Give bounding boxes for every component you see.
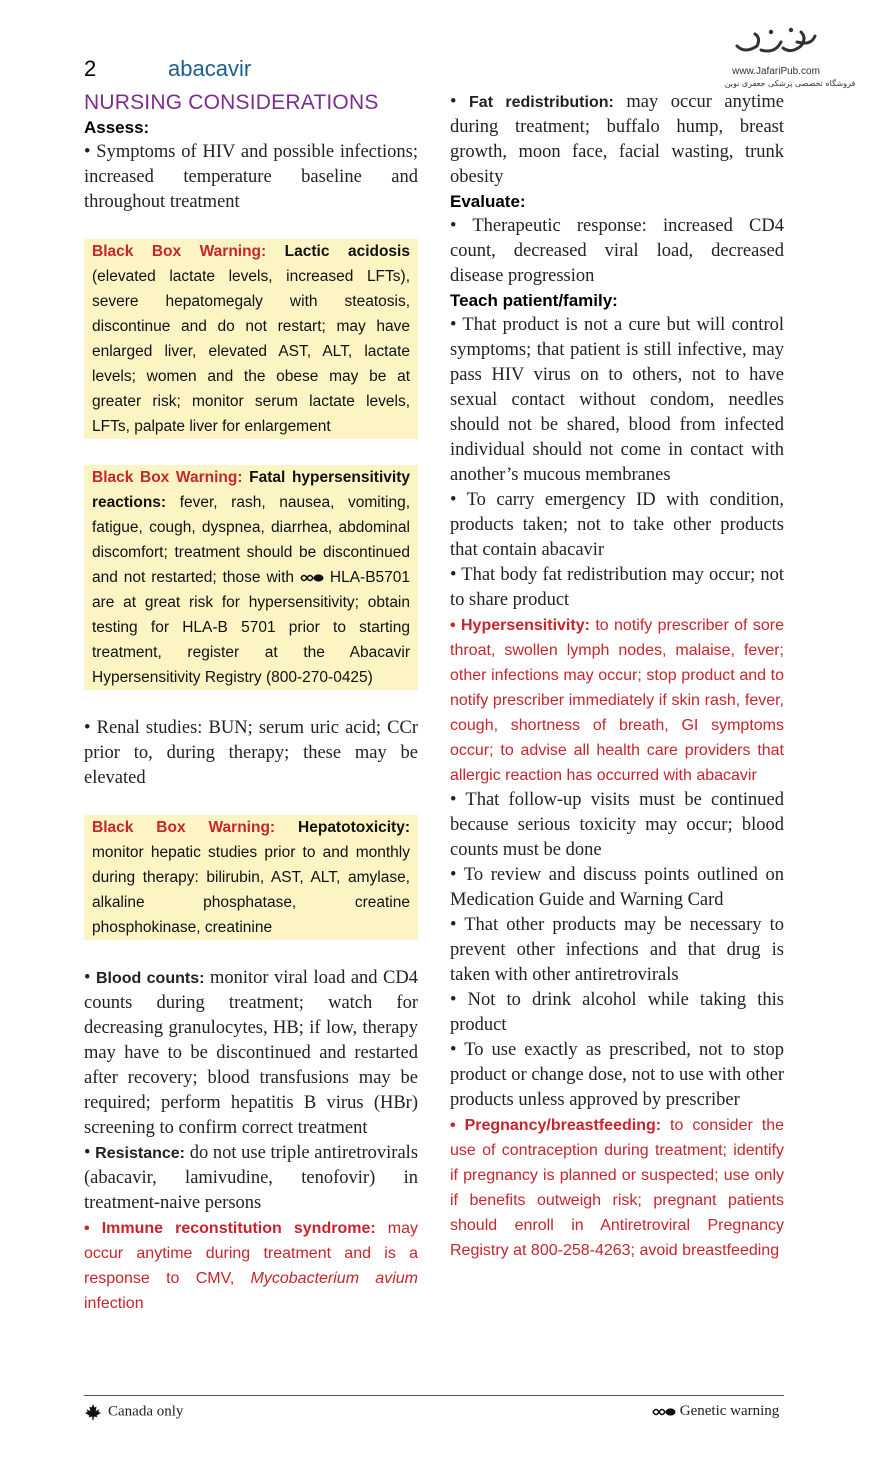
right-column: [450, 90, 784, 1263]
publisher-logo-icon: [731, 24, 821, 60]
teach-item: • To review and discuss points outlined on Medication Guide and Warning Card: [450, 865, 784, 910]
footer-divider: [84, 1395, 784, 1396]
warning-label: Black Box Warning:: [92, 819, 276, 836]
teach-item: • To use exactly as prescribed, not to stop product or change dose, not to use with other products unless approved by prescriber: [450, 1040, 784, 1110]
resistance-item: • Resistance: do not use triple antiretrovirals (abacavir, lamivudine, tenofovir) in treatment-naive persons: [84, 1143, 419, 1213]
pregnancy-text: to consider the use of contraception during treatment; identify if pregnancy is planned or suspected; use only if benefits outweigh risk; pregnant patients should enroll in Antiretroviral Pregnancy Registry at 800-258-4263; avoid breastfeeding: [450, 1117, 785, 1259]
immune-text: may occur anytime during treatment and is a response to CMV,: [84, 1220, 418, 1287]
warning-label: Black Box Warning:: [92, 469, 243, 486]
teach-heading: Teach patient/family:: [450, 291, 618, 310]
immune-label: Immune reconstitution syndrome:: [101, 1220, 376, 1237]
section-title: NURSING CONSIDERATIONS: [84, 91, 379, 114]
hypersensitivity-label: Hypersensitivity:: [460, 617, 590, 634]
left-column: [84, 90, 418, 1316]
pregnancy-item: • Pregnancy/breastfeeding: to consider the use of contraception during treatment; identify if pregnancy is planned or suspected; use only if benefits outweigh risk; pregnant patients should enroll in Antiretroviral Pregnancy Registry at 800-258-4263; avoid breastfeeding: [450, 1117, 785, 1259]
teach-item: • That product is not a cure but will control symptoms; that patient is still infective, may pass HIV virus on to others, not to have sexual contact without condom, needles should not be shared, blood from infected individual should not come in contact with another’s mucous membranes: [450, 315, 784, 485]
resistance-text: do not use triple antiretrovirals (abacavir, lamivudine, tenofovir) in treatment-naive persons: [84, 1143, 419, 1213]
footer-left-text: Canada only: [108, 1403, 184, 1420]
blood-counts-label: Blood counts:: [96, 970, 205, 987]
footer-right-text: Genetic warning: [679, 1403, 780, 1419]
teach-item: • That body fat redistribution may occur; not to share product: [450, 565, 784, 610]
fat-redistribution-item: • Fat redistribution: may occur anytime during treatment; buffalo hump, breast growth, moon face, facial wasting, trunk obesity: [450, 92, 785, 187]
blood-counts-text: monitor viral load and CD4 counts during treatment; watch for decreasing granulocytes, HB; if low, therapy may have to be discontinued and restarted after recovery; blood transfusions may be required; perform hepatitis B virus (HBr) screening to confirm correct treatment: [84, 968, 419, 1138]
genetic-warning-icon: [652, 1406, 676, 1418]
maple-leaf-icon: [84, 1403, 102, 1421]
warning-body: monitor hepatic studies prior to and monthly during therapy: bilirubin, AST, ALT, amylase, alkaline phosphatase, creatine phosphokinase, creatinine: [92, 844, 410, 936]
black-box-warning-hepatotoxicity: [84, 815, 418, 940]
teach-item: • That other products may be necessary to prevent other infections and that drug is taken with other antiretrovirals: [450, 915, 784, 985]
hiv-symptoms-item: • Symptoms of HIV and possible infections; increased temperature baseline and throughout treatment: [84, 142, 418, 212]
immune-reconstitution-item: • Immune reconstitution syndrome: may occur anytime during treatment and is a response to CMV, Mycobacterium avium infection: [84, 1220, 418, 1312]
warning-body-cont: HLA-B5701 are at great risk for hypersensitivity; obtain testing for HLA-B 5701 prior to starting treatment, register at the Abacavir Hypersensitivity Registry (800-270-0425): [92, 569, 411, 686]
publisher-url: www.JafariPub.com: [732, 66, 820, 77]
publisher-logo: [720, 24, 832, 66]
warning-heading: Lactic acidosis: [284, 243, 410, 260]
genetic-warning-icon: [300, 572, 324, 584]
warning-heading: Fatal hypersensitivity reactions:: [92, 469, 410, 511]
hypersensitivity-item: • Hypersensitivity: to notify prescriber of sore throat, swollen lymph nodes, malaise, fever; other infections may occur; stop product and to notify prescriber immediately if skin rash, fever, cough, shortness of breath, GI symptoms occur; to advise all health care providers that allergic reaction has occurred with abacavir: [450, 617, 785, 784]
evaluate-heading: Evaluate:: [450, 192, 526, 211]
teach-item: • Not to drink alcohol while taking this product: [450, 990, 784, 1035]
renal-studies-item: • Renal studies: BUN; serum uric acid; CCr prior to, during therapy; these may be elevated: [84, 718, 418, 788]
page-number: 2: [84, 56, 97, 81]
warning-heading: Hepatotoxicity:: [298, 819, 410, 836]
fat-label: Fat redistribution:: [469, 94, 614, 111]
fat-text: may occur anytime during treatment; buffalo hump, breast growth, moon face, facial wasting, trunk obesity: [450, 92, 785, 187]
resistance-label: Resistance:: [95, 1145, 185, 1162]
blood-counts-item: • Blood counts: monitor viral load and CD4 counts during treatment; watch for decreasing granulocytes, HB; if low, therapy may have to be discontinued and restarted after recovery; blood transfusions may be required; perform hepatitis B virus (HBr) screening to confirm correct treatment: [84, 968, 419, 1138]
warning-body: (elevated lactate levels, increased LFTs), severe hepatomegaly with steatosis, discontinue and do not restart; may have enlarged liver, elevated AST, ALT, lactate levels; women and the obese may be at greater risk; monitor serum lactate levels, LFTs, palpate liver for enlargement: [92, 268, 410, 435]
black-box-warning-hypersensitivity: [84, 465, 418, 690]
drug-name: abacavir: [168, 56, 252, 81]
assess-heading: Assess:: [84, 118, 150, 137]
teach-item: • To carry emergency ID with condition, products taken; not to take other products that contain abacavir: [450, 490, 784, 560]
publisher-name-fa: فروشگاه تخصصی پزشکی جعفری نوین: [724, 79, 856, 88]
footer-canada-legend: [84, 1403, 183, 1421]
teach-item: • That follow-up visits must be continued because serious toxicity may occur; blood counts must be done: [450, 790, 784, 860]
pregnancy-label: Pregnancy/breastfeeding:: [464, 1117, 662, 1134]
therapeutic-response-item: • Therapeutic response: increased CD4 count, decreased viral load, decreased disease progression: [450, 216, 784, 286]
footer-genetic-legend: [652, 1403, 779, 1420]
hypersensitivity-text: to notify prescriber of sore throat, swollen lymph nodes, malaise, fever; other infections may occur; stop product and to notify prescriber immediately if skin rash, fever, cough, shortness of breath, GI symptoms occur; to advise all health care providers that allergic reaction has occurred with abacavir: [450, 617, 785, 784]
black-box-warning-lactic: [84, 239, 418, 439]
warning-body: fever, rash, nausea, vomiting, fatigue, cough, dyspnea, diarrhea, abdominal discomfort; treatment should be discontinued and not restarted; those with: [92, 494, 410, 586]
warning-label: Black Box Warning:: [92, 243, 267, 260]
immune-text-end: infection: [84, 1295, 144, 1312]
publisher-watermark: [720, 24, 856, 88]
immune-organism: Mycobacterium avium: [250, 1270, 418, 1287]
